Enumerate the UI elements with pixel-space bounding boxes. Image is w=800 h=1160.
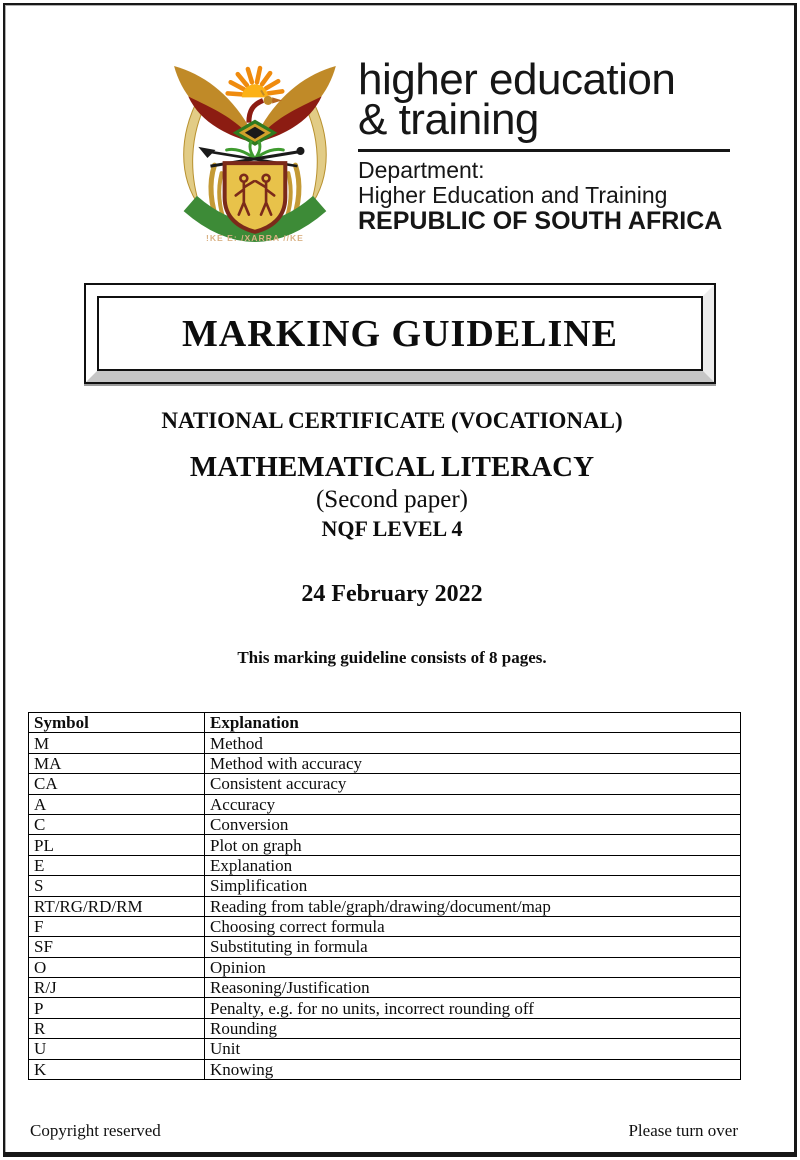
motto-text: !KE E: /XARRA //KE — [205, 232, 304, 243]
table-row — [29, 814, 741, 834]
table-row — [29, 978, 741, 998]
explanation-cell: Plot on graph — [205, 835, 741, 855]
table-row — [29, 1018, 741, 1038]
symbol-cell: P — [29, 998, 205, 1018]
explanation-cell: Penalty, e.g. for no units, incorrect rounding off — [205, 998, 741, 1018]
explanation-cell: Opinion — [205, 957, 741, 977]
symbol-cell: A — [29, 794, 205, 814]
symbol-cell: C — [29, 814, 205, 834]
brand-line-2: & training — [358, 95, 539, 144]
symbol-cell: R/J — [29, 978, 205, 998]
symbol-cell: U — [29, 1039, 205, 1059]
table-row — [29, 855, 741, 875]
table-row — [29, 896, 741, 916]
brand-divider — [358, 149, 730, 152]
explanation-cell: Knowing — [205, 1059, 741, 1079]
symbol-cell: R — [29, 1018, 205, 1038]
paper-heading: (Second paper) — [315, 486, 468, 513]
symbol-cell: E — [29, 855, 205, 875]
country-name: REPUBLIC OF SOUTH AFRICA — [358, 207, 723, 235]
symbol-cell: F — [29, 916, 205, 936]
symbol-cell: M — [29, 733, 205, 753]
table-row — [29, 998, 741, 1018]
dhet-wordmark — [358, 55, 736, 235]
table-row — [29, 1039, 741, 1059]
symbol-cell: RT/RG/RD/RM — [29, 896, 205, 916]
marking-guideline-box — [84, 283, 716, 384]
exam-date: 24 February 2022 — [301, 581, 483, 607]
explanation-cell: Rounding — [205, 1018, 741, 1038]
symbol-table — [28, 712, 741, 1080]
explanation-cell: Method with accuracy — [205, 753, 741, 773]
table-row — [29, 1059, 741, 1079]
symbol-header: Symbol — [29, 713, 205, 733]
pages-note: This marking guideline consists of 8 pages. — [237, 648, 547, 667]
explanation-cell: Explanation — [205, 855, 741, 875]
table-row — [29, 876, 741, 896]
symbol-cell: S — [29, 876, 205, 896]
certificate-heading: NATIONAL CERTIFICATE (VOCATIONAL) — [161, 408, 623, 433]
explanation-header: Explanation — [205, 713, 741, 733]
page-footer — [30, 1121, 738, 1141]
table-row — [29, 753, 741, 773]
subject-heading: MATHEMATICAL LITERACY — [189, 451, 595, 483]
symbol-cell: CA — [29, 774, 205, 794]
symbol-cell: O — [29, 957, 205, 977]
table-row — [29, 835, 741, 855]
bevel-frame — [86, 285, 714, 382]
explanation-cell: Substituting in formula — [205, 937, 741, 957]
table-row — [29, 794, 741, 814]
table-row — [29, 733, 741, 753]
turn-over-note: Please turn over — [628, 1121, 738, 1140]
department-name: Higher Education and Training — [358, 182, 668, 208]
coat-of-arms — [170, 62, 348, 246]
symbol-table-body — [29, 733, 741, 1080]
explanation-cell: Simplification — [205, 876, 741, 896]
explanation-cell: Consistent accuracy — [205, 774, 741, 794]
explanation-cell: Accuracy — [205, 794, 741, 814]
table-row — [29, 937, 741, 957]
explanation-cell: Reading from table/graph/drawing/document/map — [205, 896, 741, 916]
explanation-cell: Unit — [205, 1039, 741, 1059]
symbol-cell: PL — [29, 835, 205, 855]
department-label: Department: — [358, 157, 485, 183]
inner-frame — [97, 296, 703, 371]
table-header-row — [29, 713, 741, 733]
explanation-cell: Choosing correct formula — [205, 916, 741, 936]
table-row — [29, 916, 741, 936]
page-title: MARKING GUIDELINE — [181, 312, 619, 355]
table-row — [29, 957, 741, 977]
nqf-level-heading: NQF LEVEL 4 — [321, 516, 463, 541]
symbol-cell: SF — [29, 937, 205, 957]
brand-line-1: higher education — [358, 55, 676, 104]
sun — [228, 68, 283, 97]
explanation-cell: Conversion — [205, 814, 741, 834]
shield — [225, 163, 286, 232]
copyright-note: Copyright reserved — [30, 1121, 161, 1140]
symbol-cell: K — [29, 1059, 205, 1079]
symbol-cell: MA — [29, 753, 205, 773]
explanation-cell: Reasoning/Justification — [205, 978, 741, 998]
explanation-cell: Method — [205, 733, 741, 753]
table-row — [29, 774, 741, 794]
